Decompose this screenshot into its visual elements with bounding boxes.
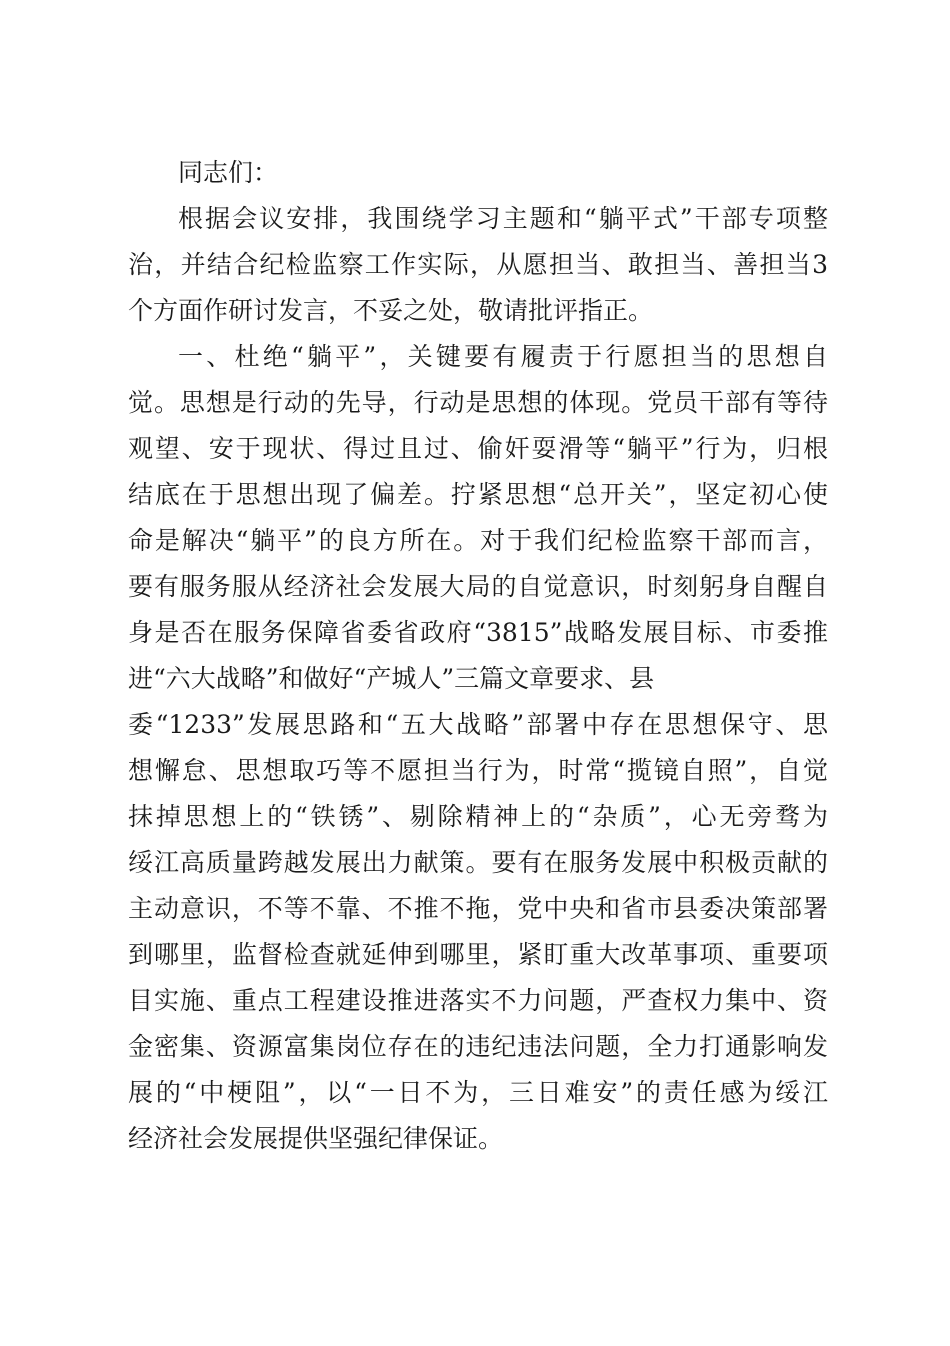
paragraph-line: 观望、安于现状、得过且过、偷奸耍滑等“躺平”行为，归根	[128, 434, 828, 463]
paragraph-line: 经济社会发展提供坚强纪律保证。	[128, 1124, 504, 1153]
paragraph-line: 进“六大战略”和做好“产城人”三篇文章要求、县	[128, 664, 655, 693]
paragraph-line: 抹掉思想上的“铁锈”、剔除精神上的“杂质”，心无旁骛为	[128, 802, 828, 831]
paragraph-line: 结底在于思想出现了偏差。拧紧思想“总开关”，坚定初心使	[128, 480, 828, 509]
paragraph-line: 想懈怠、思想取巧等不愿担当行为，时常“揽镜自照”，自觉	[128, 756, 828, 785]
paragraph-line: 到哪里，监督检查就延伸到哪里，紧盯重大改革事项、重要项	[128, 940, 828, 969]
paragraph-line: 命是解决“躺平”的良方所在。对于我们纪检监察干部而言，	[128, 526, 828, 555]
paragraph-line: 主动意识，不等不靠、不推不拖，党中央和省市县委决策部署	[128, 894, 828, 923]
paragraph-line: 金密集、资源富集岗位存在的违纪违法问题，全力打通影响发	[128, 1032, 828, 1061]
salutation: 同志们：	[178, 158, 279, 187]
paragraph-line: 觉。思想是行动的先导，行动是思想的体现。党员干部有等待	[128, 388, 828, 417]
paragraph-intro	[128, 196, 828, 334]
paragraph-section-one	[128, 334, 828, 1162]
paragraph-line: 个方面作研讨发言，不妥之处，敬请批评指正。	[128, 296, 654, 325]
paragraph-line: 治，并结合纪检监察工作实际，从愿担当、敢担当、善担当3	[128, 250, 828, 279]
paragraph-line: 身是否在服务保障省委省政府“3815”战略发展目标、市委推	[128, 618, 828, 647]
paragraph-line: 委“1233”发展思路和“五大战略”部署中存在思想保守、思	[128, 710, 828, 739]
paragraph-line: 要有服务服从经济社会发展大局的自觉意识，时刻躬身自醒自	[128, 572, 828, 601]
paragraph-line: 绥江高质量跨越发展出力献策。要有在服务发展中积极贡献的	[128, 848, 828, 877]
paragraph-line: 根据会议安排，我围绕学习主题和“躺平式”干部专项整	[178, 204, 828, 233]
speech-body	[128, 150, 828, 1162]
paragraph-line: 目实施、重点工程建设推进落实不力问题，严查权力集中、资	[128, 986, 828, 1015]
paragraph-line: 展的“中梗阻”，以“一日不为，三日难安”的责任感为绥江	[128, 1078, 828, 1107]
section-heading-line: 一、杜绝“躺平”，关键要有履责于行愿担当的思想自	[178, 342, 828, 371]
